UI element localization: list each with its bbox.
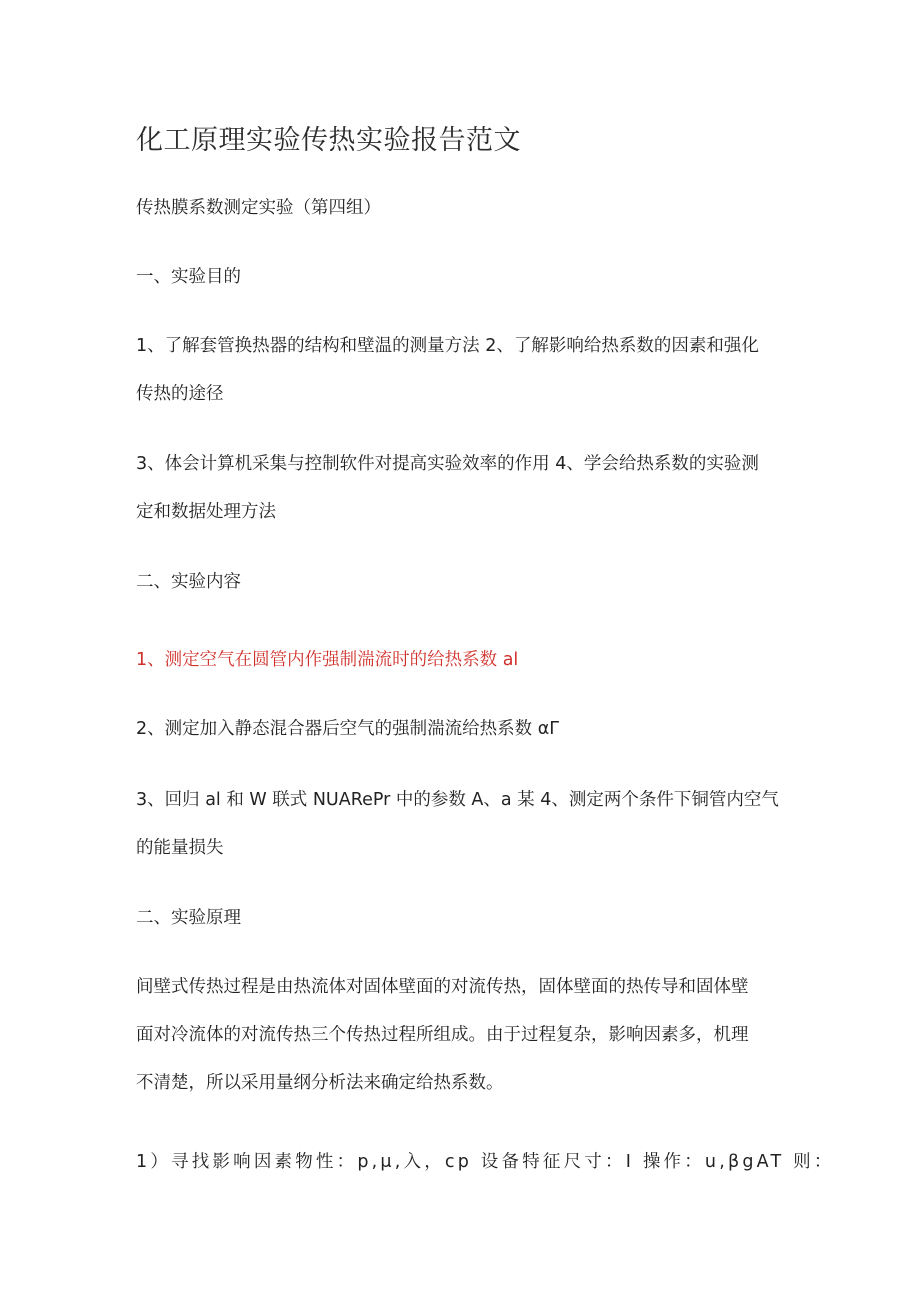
purpose-line-2: 传热的途径 xyxy=(136,384,224,404)
purpose-line-1: 1、了解套管换热器的结构和壁温的测量方法 2、了解影响给热系数的因素和强化 xyxy=(136,336,759,356)
section-heading-purpose: 一、实验目的 xyxy=(136,267,241,287)
content-item-1: 1、测定空气在圆管内作强制湍流时的给热系数 al xyxy=(136,650,519,670)
purpose-line-3: 3、体会计算机采集与控制软件对提高实验效率的作用 4、学会给热系数的实验测 xyxy=(136,454,759,474)
principle-line-2: 面对冷流体的对流传热三个传热过程所组成。由于过程复杂，影响因素多，机理 xyxy=(136,1025,749,1045)
content-item-3-line-2: 的能量损失 xyxy=(136,838,224,858)
document-title: 化工原理实验传热实验报告范文 xyxy=(136,125,521,156)
section-heading-principle: 二、实验原理 xyxy=(136,908,241,928)
content-item-2: 2、测定加入静态混合器后空气的强制湍流给热系数 αΓ xyxy=(136,719,559,739)
section-heading-content: 二、实验内容 xyxy=(136,572,241,592)
principle-line-1: 间壁式传热过程是由热流体对固体壁面的对流传热，固体壁面的热传导和固体壁 xyxy=(136,977,749,997)
principle-line-3: 不清楚，所以采用量纲分析法来确定给热系数。 xyxy=(136,1073,504,1093)
principle-line-4: 1）寻找影响因素物性：p,μ,入，cp 设备特征尺寸：I 操作：u,βgAT 则： xyxy=(136,1152,835,1172)
document-subtitle: 传热膜系数测定实验（第四组） xyxy=(136,198,381,218)
purpose-line-4: 定和数据处理方法 xyxy=(136,502,276,522)
content-item-3-line-1: 3、回归 al 和 W 联式 NUARePr 中的参数 A、a 某 4、测定两个条件下铜管内空气 xyxy=(136,790,779,810)
